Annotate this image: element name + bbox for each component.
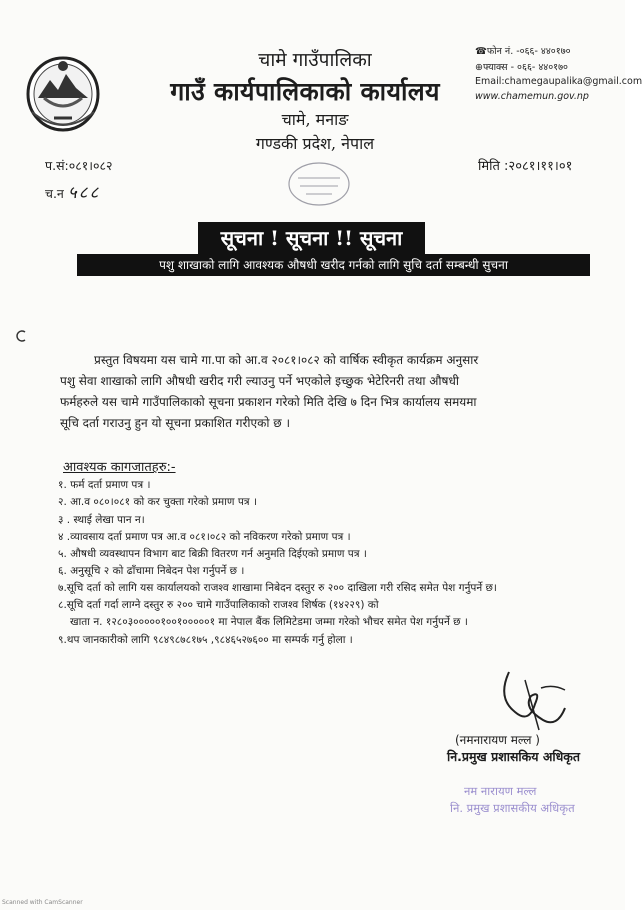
list-item: ४ .व्यावसाय दर्ता प्रमाण पत्र आ.व ०८१।०८२ को नविकरण गरेको प्रमाण पत्र ।	[58, 531, 351, 543]
list-item: ३ . स्थाई लेखा पान न।	[58, 514, 145, 526]
notice-subject: पशु शाखाको लागि आवश्यक औषधी खरीद गर्नको लागि सुचि दर्ता सम्बन्धी सुचना	[77, 254, 590, 276]
fax-line: ⊕फ्याक्स - ०६६- ४४०१७०	[475, 62, 568, 73]
dispatch-number: च.न ५८८	[45, 183, 101, 203]
office-province: गण्डकी प्रदेश, नेपाल	[255, 134, 375, 153]
municipality-name: चामे गाउँपालिका	[258, 49, 372, 71]
list-item: ९.थप जानकारीको लागि ९८४९८७८१७५ ,९८४६५२७६०० मा सम्पर्क गर्नु होला ।	[58, 634, 353, 646]
signatory-title: नि.प्रमुख प्रशासकिय अधिकृत	[447, 749, 581, 764]
list-item: खाता न. १२८०३०००००१००१०००००१ मा नेपाल बैंक लिमिटेडमा जम्मा गरेको भौचर समेत पेश गर्नुपर्ने छ ।	[70, 616, 468, 628]
website-line: www.chamemun.gov.np	[475, 91, 589, 102]
list-item: ७.सूचि दर्ता को लागि यस कार्यालयको राजश्व शाखामा निबेदन दस्तुर रु २०० दाखिला गरी रसिद समेत पेश गर्नुपर्ने छ।	[58, 582, 497, 594]
nepal-emblem-icon	[24, 52, 102, 132]
signatory-name: (नमनारायण मल्ल )	[455, 733, 540, 747]
phone-line: ☎फोन नं. -०६६- ४४०१७०	[475, 46, 571, 57]
name-stamp: नम नारायण मल्ल	[464, 784, 537, 798]
list-item: ६. अनुसूचि २ को ढाँचामा निबेदन पेश गर्नुपर्ने छ ।	[58, 565, 245, 577]
office-location: चामे, मनाङ	[281, 110, 349, 129]
list-item: १. फर्म दर्ता प्रमाण पत्र ।	[58, 479, 151, 491]
letter-date: मिति :२०८१।११।०१	[478, 159, 573, 174]
signature-icon	[495, 668, 575, 738]
email-line: Email:chamegaupalika@gmail.com	[475, 76, 642, 87]
required-documents-heading: आवश्यक कागजातहरु:-	[63, 460, 176, 475]
letter-number: प.सं:०८१।०८२	[45, 158, 113, 173]
fax-icon: ⊕	[475, 62, 483, 73]
phone-icon: ☎	[475, 46, 487, 57]
list-item: २. आ.व ०८०।०८१ को कर चुक्ता गरेको प्रमाण पत्र ।	[58, 496, 257, 508]
punch-hole-icon	[16, 330, 28, 342]
office-title: गाउँ कार्यपालिकाको कार्यालय	[170, 77, 440, 106]
scanner-watermark: Scanned with CamScanner	[2, 899, 83, 906]
list-item: ८.सूचि दर्ता गर्दा लाग्ने दस्तुर रु २०० चामे गाउँपालिकाको राजश्व शिर्षक (१४२२९) को	[58, 599, 379, 611]
notice-body: प्रस्तुत विषयमा यस चामे गा.पा को आ.व २०८१।०८२ को वार्षिक स्वीकृत कार्यक्रम अनुसार पशु सेवा शाखाको लागि औषधी खरीद गरी ल्याउनु पर्ने भएकोले इच्छुक भेटेरिनरी तथा औषधी फर्महरुले यस चामे गाउँपालिकाको सूचना प्रकाशन गरेको मिति देखि ७ दिन भित्र कार्यालय समयमा सूचि दर्ता गराउनु हुन यो सूचना प्रकाशित गरीएको छ ।	[60, 353, 479, 430]
list-item: ५. औषधी व्यवस्थापन विभाग बाट बिक्री वितरण गर्न अनुमति दिईएको प्रमाण पत्र ।	[58, 548, 367, 560]
title-stamp: नि. प्रमुख प्रशासकीय अधिकृत	[450, 801, 575, 815]
notice-banner: सूचना ! सूचना !! सूचना	[198, 222, 425, 254]
office-stamp-icon	[286, 160, 352, 208]
